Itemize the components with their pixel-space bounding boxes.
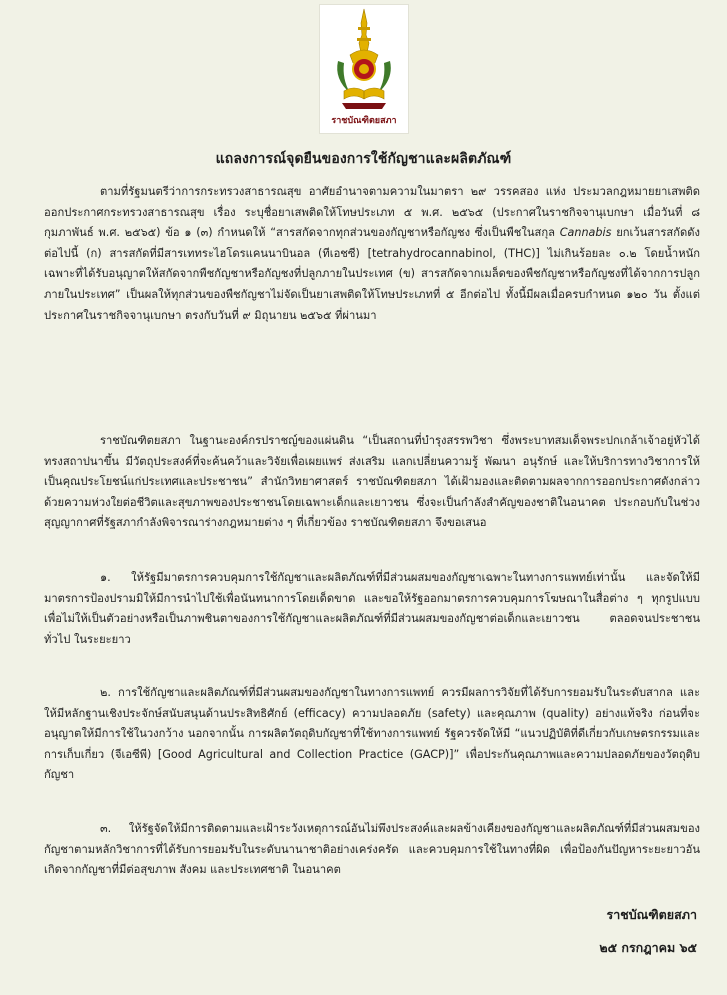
cannabis-genus-term: Cannabis: [559, 226, 612, 240]
recommendation-1: ๑. ให้รัฐมีมาตรการควบคุมการใช้กัญชาและผลิตภัณฑ์ที่มีส่วนผสมของกัญชาเฉพาะในทางการแพทย์เท่านั้น และจัดให้มีมาตรการป้องปรามมิให้มีการนำไปใช้เพื่อนันทนาการโดยเด็ดขาด และขอให้รัฐออกมาตรการควบคุมการโฆษณาในสื่อต่าง ๆ ทุกรูปแบบ เพื่อไม่ให้เป็นตัวอย่างหรือเป็นภาพชินตาของการใช้กัญชาและผลิตภัณฑ์ที่มีส่วนผสมของกัญชาต่อเด็กและเยาวชน ตลอดจนประชาชนทั่วไป ในระยะยาว: [44, 571, 700, 646]
paragraph-intro-text-a: ตามที่รัฐมนตรีว่าการกระทรวงสาธารณสุข อาศัยอำนาจตามความในมาตรา ๒๙ วรรคสอง แห่ง ประมวลกฎหมายยาเสพติด ออกประกาศกระทรวงสาธารณสุข เรื่อง ระบุชื่อยาเสพติดให้โทษประเภท ๕ พ.ศ. ๒๕๖๕ (ประกาศในราชกิจจานุเบกษา เมื่อวันที่ ๘ กุมภาพันธ์ พ.ศ. ๒๕๖๕) ข้อ ๑ (๓) กำหนดให้ “สารสกัดจากทุกส่วนของกัญชาหรือกัญชง ซึ่งเป็นพืชในสกุล: [44, 185, 700, 240]
royal-institute-emblem-icon: [320, 5, 408, 115]
paragraph-position: ราชบัณฑิตยสภา ในฐานะองค์กรปราชญ์ของแผ่นดิน “เป็นสถานที่บำรุงสรรพวิชา ซึ่งพระบาทสมเด็จพระปกเกล้าเจ้าอยู่หัวได้ทรงสถาปนาขึ้น มีวัตถุประสงค์ที่จะค้นคว้าและวิจัยเพื่อเผยแพร่ ส่งเสริม แลกเปลี่ยนความรู้ พัฒนา อนุรักษ์ และให้บริการทางวิชาการให้เป็นคุณประโยชน์แก่ประเทศและประชาชน” สำนักวิทยาศาสตร์ ราชบัณฑิตยสภา ได้เฝ้ามองและติดตามผลจากการออกประกาศดังกล่าวด้วยความห่วงใยต่อชีวิตและสุขภาพของประชาชนโดยเฉพาะเด็กและเยาวชน ซึ่งจะเป็นกำลังสำคัญของชาติในอนาคต ประกอบกับในช่วงสุญญากาศที่รัฐสภากำลังพิจารณาร่างกฎหมายต่าง ๆ ที่เกี่ยวข้อง ราชบัณฑิตยสภา จึงขอเสนอ: [44, 434, 700, 530]
paragraph-intro: [44, 182, 700, 326]
logo-caption: ราชบัณฑิตยสภา: [331, 116, 397, 126]
paragraph-intro-text-b: ยกเว้นสารสกัดดังต่อไปนี้ (ก) สารสกัดที่มีสารเททระไฮโดรแคนนาบินอล (ทีเอชซี) [tetrahydrocannabinol, (THC)] ไม่เกินร้อยละ ๐.๒ โดยน้ำหนัก เฉพาะที่ได้รับอนุญาตให้สกัดจากพืชกัญชาหรือกัญชงที่ปลูกภายในประเทศ (ข) สารสกัดจากเมล็ดของพืชกัญชาหรือกัญชงที่ได้จากการปลูกภายในประเทศ” เป็นผลให้ทุกส่วนของพืชกัญชาไม่จัดเป็นยาเสพติดให้โทษประเภทที่ ๕ อีกต่อไป ทั้งนี้มีผลเมื่อครบกำหนด ๑๒๐ วัน ตั้งแต่ประกาศในราชกิจจานุเบกษา ตรงกับวันที่ ๙ มิถุนายน ๒๕๖๕ ที่ผ่านมา: [44, 226, 700, 322]
signature-date: ๒๕ กรกฎาคม ๖๕: [599, 940, 697, 955]
recommendation-2: ๒. การใช้กัญชาและผลิตภัณฑ์ที่มีส่วนผสมของกัญชาในทางการแพทย์ ควรมีผลการวิจัยที่ได้รับการยอมรับในระดับสากล และให้มีหลักฐานเชิงประจักษ์สนับสนุนด้านประสิทธิศักย์ (efficacy) ความปลอดภัย (safety) และคุณภาพ (quality) อย่างแท้จริง ก่อนที่จะอนุญาตให้มีการใช้ในวงกว้าง นอกจากนั้น การผลิตวัตถุดิบกัญชาที่ใช้ทางการแพทย์ รัฐควรจัดให้มี “แนวปฏิบัติที่ดีเกี่ยวกับเกษตรกรรมและการเก็บเกี่ยว (จีเอซีพี) [Good Agricultural and Collection Practice (GACP)]” เพื่อประกันคุณภาพและความปลอดภัยของวัตถุดิบกัญชา: [44, 686, 700, 782]
royal-institute-logo: [319, 4, 409, 134]
signature-organization: ราชบัณฑิตยสภา: [606, 907, 697, 922]
statement-title: แถลงการณ์จุดยืนของการใช้กัญชาและผลิตภัณฑ์: [215, 151, 512, 167]
recommendation-3: ๓. ให้รัฐจัดให้มีการติดตามและเฝ้าระวังเหตุการณ์อันไม่พึงประสงค์และผลข้างเคียงของกัญชาและผลิตภัณฑ์ที่มีส่วนผสมของกัญชาตามหลักวิชาการที่ได้รับการยอมรับในระดับนานาชาติอย่างเคร่งครัด และควบคุมการใช้ในทางที่ผิด เพื่อป้องกันปัญหาระยะยาวอันเกิดจากกัญชาที่มีต่อสุขภาพ สังคม และประเทศชาติ ในอนาคต: [44, 822, 700, 877]
